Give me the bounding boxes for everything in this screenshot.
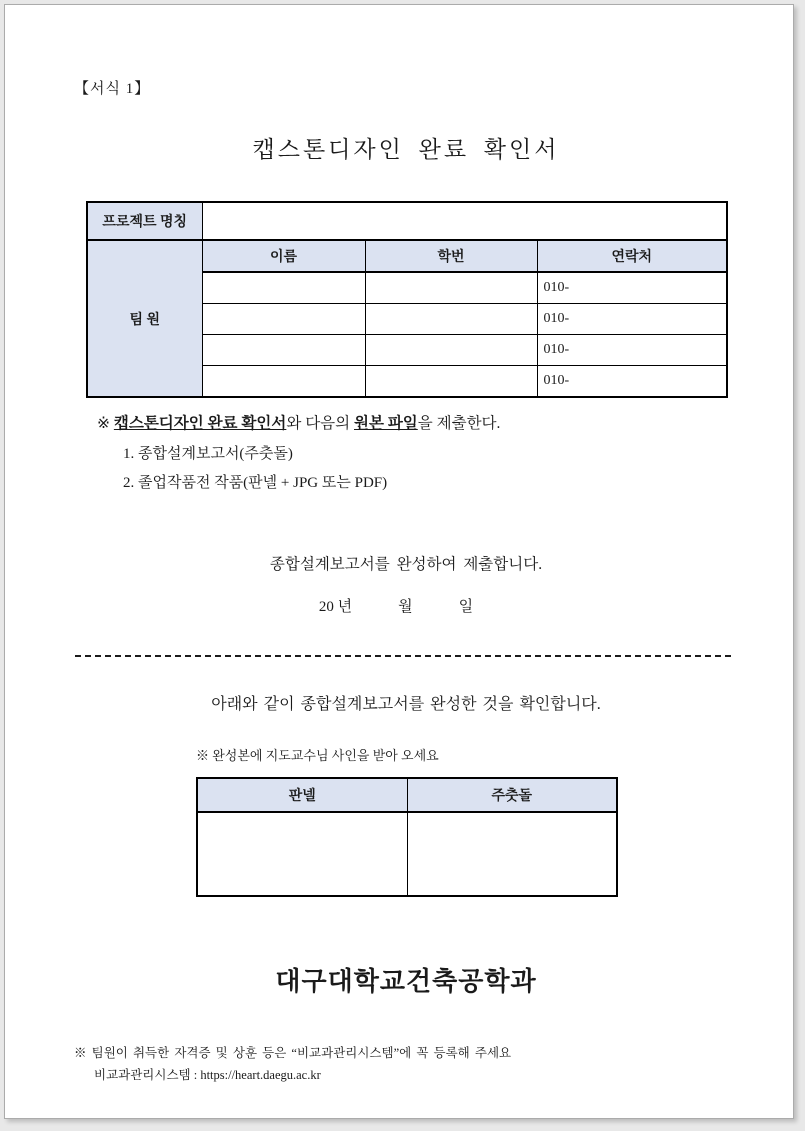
signature-body-row [197,812,617,896]
submission-items [97,442,500,492]
document-title: 캡스톤디자인 완료 확인서 [252,137,560,162]
submission-item-1: 1. 종합설계보고서(주춧돌) [123,446,293,462]
signature-header-row [197,778,617,812]
note-text: 와 다음의 [286,415,354,432]
declaration-statement: 종합설계보고서를 완성하여 제출합니다. [269,556,543,573]
confirmation-container [86,691,726,714]
table-header-row [87,240,727,272]
name-cell [202,366,365,398]
name-cell [202,272,365,304]
date-month: 월 [398,599,413,615]
dashed-divider [75,655,731,657]
submission-note-line [97,411,500,433]
project-team-table [86,201,728,398]
team-label-cell: 팀 원 [87,240,202,397]
footer-system-url[interactable]: https://heart.daegu.ac.kr [200,1068,321,1082]
advisor-sign-note: ※ 완성본에 지도교수님 사인을 받아 오세요 [196,748,439,763]
signature-table [196,777,618,897]
student-id-cell [365,335,537,366]
name-cell [202,304,365,335]
note-marker: ※ [97,415,114,432]
note-text: 을 제출한다. [417,415,501,432]
footer-system-label: 비교과관리시스템 : [94,1068,201,1082]
phone-cell: 010- [537,335,727,366]
student-id-cell [365,304,537,335]
note-file-emphasis: 원본 파일 [354,415,418,432]
footer-system-line [94,1065,321,1083]
table-row [87,202,727,240]
date-day: 일 [458,599,474,615]
project-name-value-cell [202,202,727,240]
name-cell [202,335,365,366]
column-header-contact: 연락처 [537,240,727,272]
department-container [86,961,726,998]
submission-note [97,411,500,492]
project-name-label-cell: 프로젝트 명칭 [87,202,202,240]
submission-item-2: 2. 졸업작품전 작품(판넬 + JPG 또는 PDF) [123,475,388,491]
phone-cell: 010- [537,272,727,304]
column-header-panel: 판넬 [197,778,407,812]
column-header-report: 주춧돌 [407,778,617,812]
report-signature-cell [407,812,617,896]
date-line [86,595,706,616]
panel-signature-cell [197,812,407,896]
department-name: 대구대학교건축공학과 [275,967,537,996]
document-page [4,4,794,1119]
confirmation-statement: 아래와 같이 종합설계보고서를 완성한 것을 확인합니다. [211,696,601,713]
form-number-label: 【서식 1】 [74,81,151,97]
title-container [86,131,726,164]
phone-cell: 010- [537,366,727,398]
footer-note: ※ 팀원이 취득한 자격증 및 상훈 등은 “비교과관리시스템”에 꼭 등록해 주세요 [74,1046,512,1060]
student-id-cell [365,272,537,304]
phone-cell: 010- [537,304,727,335]
note-title-emphasis: 캡스톤디자인 완료 확인서 [113,415,287,432]
date-year: 20 년 [318,599,353,615]
column-header-student-id: 학번 [365,240,537,272]
student-id-cell [365,366,537,398]
column-header-name: 이름 [202,240,365,272]
declaration-container [86,552,726,574]
